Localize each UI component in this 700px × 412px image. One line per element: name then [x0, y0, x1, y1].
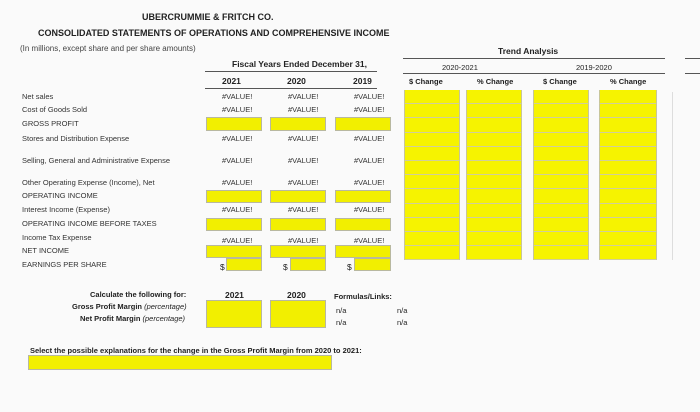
trend-cell[interactable]: [599, 147, 657, 161]
year-2021-header: 2021: [222, 76, 241, 86]
cell-cogs-2019[interactable]: #VALUE!: [354, 105, 385, 114]
trend-cell[interactable]: [533, 104, 589, 118]
input-op-income-2020[interactable]: [270, 190, 326, 203]
trend-cell[interactable]: [404, 147, 460, 161]
explanation-select[interactable]: [28, 355, 332, 370]
formulas-label: Formulas/Links:: [334, 292, 392, 301]
input-op-income-2019[interactable]: [335, 190, 391, 203]
trend-rule-extra: [685, 58, 700, 59]
cell-sga-2020[interactable]: #VALUE!: [288, 156, 319, 165]
cell-tax-2021[interactable]: #VALUE!: [222, 236, 253, 245]
label-net-income: NET INCOME: [22, 246, 69, 255]
margin-qualifier: (percentage): [142, 314, 186, 323]
trend-cell[interactable]: [466, 118, 522, 132]
cell-sga-2021[interactable]: #VALUE!: [222, 156, 253, 165]
trend-cell[interactable]: [599, 90, 657, 104]
statement-title: CONSOLIDATED STATEMENTS OF OPERATIONS AND COMPREHENSIVE INCOME: [38, 28, 390, 38]
cell-tax-2020[interactable]: #VALUE!: [288, 236, 319, 245]
trend-col-dollar-2021[interactable]: [404, 90, 460, 262]
trend-cell[interactable]: [599, 104, 657, 118]
trend-cell[interactable]: [466, 246, 522, 260]
trend-cell[interactable]: [533, 133, 589, 147]
trend-cell[interactable]: [404, 133, 460, 147]
trend-cell[interactable]: [533, 189, 589, 203]
trend-cell[interactable]: [533, 90, 589, 104]
years-rule: [205, 88, 377, 89]
trend-cell[interactable]: [533, 161, 589, 175]
trend-cell[interactable]: [533, 118, 589, 132]
formula-na-4: n/a: [397, 318, 408, 327]
input-gross-profit-2019[interactable]: [335, 117, 391, 131]
input-eps-2021[interactable]: [226, 258, 262, 271]
formula-na-3: n/a: [336, 318, 347, 327]
cell-other-op-2019[interactable]: #VALUE!: [354, 178, 385, 187]
trend-title: Trend Analysis: [498, 46, 559, 56]
eps-currency-2019: $: [347, 262, 352, 272]
trend-cell[interactable]: [466, 175, 522, 189]
calc-year-2021: 2021: [225, 290, 244, 300]
trend-cell[interactable]: [599, 175, 657, 189]
cell-stores-2020[interactable]: #VALUE!: [288, 134, 319, 143]
year-2019-header: 2019: [353, 76, 372, 86]
trend-cell[interactable]: [404, 104, 460, 118]
trend-cell[interactable]: [466, 218, 522, 232]
trend-cell[interactable]: [466, 161, 522, 175]
label-sga: Selling, General and Administrative Expense: [22, 156, 171, 165]
trend-cell[interactable]: [599, 204, 657, 218]
year-2020-header: 2020: [287, 76, 306, 86]
input-op-income-bt-2019[interactable]: [335, 218, 391, 231]
trend-col-pct-2020[interactable]: [599, 90, 657, 262]
label-stores: Stores and Distribution Expense: [22, 134, 130, 143]
eps-currency-2020: $: [283, 262, 288, 272]
fiscal-years-label: Fiscal Years Ended December 31,: [232, 59, 367, 69]
trend-cell[interactable]: [533, 246, 589, 260]
cell-sga-2019[interactable]: #VALUE!: [354, 156, 385, 165]
trend-col-pct-2021[interactable]: [466, 90, 522, 262]
trend-pct-change-1: % Change: [477, 77, 514, 86]
input-margin-2020[interactable]: [270, 300, 326, 328]
input-gross-profit-2021[interactable]: [206, 117, 262, 131]
gross-margin-text: Gross Profit Margin (percentage): [72, 302, 187, 311]
trend-cell[interactable]: [599, 161, 657, 175]
label-eps: EARNINGS PER SHARE: [22, 260, 107, 269]
input-net-income-2021[interactable]: [206, 245, 262, 258]
trend-cell[interactable]: [533, 232, 589, 246]
trend-rule-extra-2: [685, 73, 700, 74]
formula-na-2: n/a: [397, 306, 408, 315]
trend-cell[interactable]: [466, 204, 522, 218]
trend-cell[interactable]: [466, 232, 522, 246]
trend-cell[interactable]: [404, 189, 460, 203]
input-gross-profit-2020[interactable]: [270, 117, 326, 131]
trend-cell[interactable]: [466, 90, 522, 104]
trend-cell[interactable]: [599, 246, 657, 260]
cell-interest-2020[interactable]: #VALUE!: [288, 205, 319, 214]
trend-cell[interactable]: [599, 118, 657, 132]
trend-group-2020-2021: 2020-2021: [442, 63, 478, 72]
cell-net-sales-2020[interactable]: #VALUE!: [288, 92, 319, 101]
label-cogs: Cost of Goods Sold: [22, 105, 88, 114]
label-gross-profit: GROSS PROFIT: [22, 119, 79, 128]
trend-group-2019-2020: 2019-2020: [576, 63, 612, 72]
trend-cell[interactable]: [404, 204, 460, 218]
trend-subrule: [403, 73, 665, 74]
trend-cell[interactable]: [404, 246, 460, 260]
label-op-income: OPERATING INCOME: [22, 191, 98, 200]
cell-cogs-2020[interactable]: #VALUE!: [288, 105, 319, 114]
trend-cell[interactable]: [599, 218, 657, 232]
label-other-op: Other Operating Expense (Income), Net: [22, 178, 155, 187]
cell-tax-2019[interactable]: #VALUE!: [354, 236, 385, 245]
formula-na-1: n/a: [336, 306, 347, 315]
cell-net-sales-2021[interactable]: #VALUE!: [222, 92, 253, 101]
trend-cell[interactable]: [404, 90, 460, 104]
right-gridline: [672, 92, 673, 260]
trend-cell[interactable]: [599, 232, 657, 246]
trend-cell[interactable]: [404, 118, 460, 132]
gross-margin-label: [72, 302, 187, 311]
input-net-income-2020[interactable]: [270, 245, 326, 258]
net-margin-label: [80, 314, 185, 323]
company-title: UBERCRUMMIE & FRITCH CO.: [142, 12, 274, 22]
label-tax: Income Tax Expense: [22, 233, 92, 242]
trend-dollar-change-1: $ Change: [409, 77, 443, 86]
trend-rule: [403, 58, 665, 59]
trend-cell[interactable]: [466, 104, 522, 118]
trend-pct-change-2: % Change: [610, 77, 647, 86]
eps-currency-2021: $: [220, 262, 225, 272]
trend-cell[interactable]: [533, 204, 589, 218]
cell-net-sales-2019[interactable]: #VALUE!: [354, 92, 385, 101]
trend-cell[interactable]: [533, 147, 589, 161]
input-margin-2021[interactable]: [206, 300, 262, 328]
input-eps-2019[interactable]: [354, 258, 391, 271]
input-op-income-2021[interactable]: [206, 190, 262, 203]
fiscal-header-rule: [205, 71, 377, 72]
trend-col-dollar-2020[interactable]: [533, 90, 589, 262]
trend-cell[interactable]: [466, 133, 522, 147]
cell-other-op-2020[interactable]: #VALUE!: [288, 178, 319, 187]
cell-stores-2019[interactable]: #VALUE!: [354, 134, 385, 143]
net-margin-text: Net Profit Margin (percentage): [80, 314, 186, 323]
trend-cell[interactable]: [466, 189, 522, 203]
trend-cell[interactable]: [533, 218, 589, 232]
calc-year-2020: 2020: [287, 290, 306, 300]
margin-qualifier: (percentage): [144, 302, 187, 311]
cell-interest-2019[interactable]: #VALUE!: [354, 205, 385, 214]
calc-prompt: Calculate the following for:: [90, 290, 187, 299]
trend-cell[interactable]: [599, 133, 657, 147]
units-note: (In millions, except share and per share amounts): [20, 44, 196, 53]
trend-cell[interactable]: [533, 175, 589, 189]
trend-cell[interactable]: [404, 218, 460, 232]
trend-cell[interactable]: [599, 189, 657, 203]
input-op-income-bt-2020[interactable]: [270, 218, 326, 231]
cell-cogs-2021[interactable]: #VALUE!: [222, 105, 253, 114]
label-interest: Interest Income (Expense): [22, 205, 110, 214]
trend-dollar-change-2: $ Change: [543, 77, 577, 86]
input-eps-2020[interactable]: [290, 258, 326, 271]
label-net-sales: Net sales: [22, 92, 54, 101]
cell-other-op-2021[interactable]: #VALUE!: [222, 178, 253, 187]
input-op-income-bt-2021[interactable]: [206, 218, 262, 231]
explanation-prompt: Select the possible explanations for the change in the Gross Profit Margin from 2020 to 2021:: [30, 346, 362, 355]
trend-cell[interactable]: [404, 161, 460, 175]
trend-cell[interactable]: [404, 232, 460, 246]
label-op-income-bt: OPERATING INCOME BEFORE TAXES: [22, 219, 157, 228]
cell-stores-2021[interactable]: #VALUE!: [222, 134, 253, 143]
trend-cell[interactable]: [466, 147, 522, 161]
input-net-income-2019[interactable]: [335, 245, 391, 258]
cell-interest-2021[interactable]: #VALUE!: [222, 205, 253, 214]
trend-cell[interactable]: [404, 175, 460, 189]
